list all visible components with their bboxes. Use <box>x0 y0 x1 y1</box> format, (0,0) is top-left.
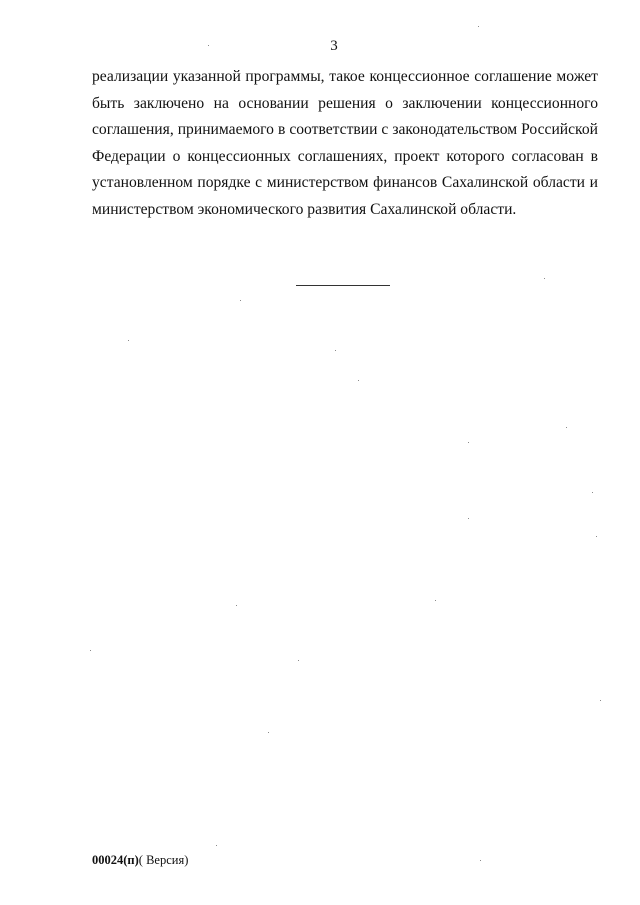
page-number: 3 <box>330 38 338 54</box>
paragraph-line: быть заключено на основании решения о заключении концессионного <box>92 94 598 112</box>
scan-speck <box>268 732 269 733</box>
scan-speck <box>596 536 597 537</box>
scan-speck <box>592 492 593 493</box>
paragraph-line: Федерации о концессионных соглашениях, проект которого согласован в <box>92 147 598 165</box>
scan-speck <box>128 340 129 341</box>
scan-speck <box>90 650 91 651</box>
paragraph-line: установленном порядке с министерством финансов Сахалинской области и <box>92 174 598 192</box>
scan-speck <box>358 380 359 381</box>
scan-speck <box>566 427 567 428</box>
scan-speck <box>600 700 601 701</box>
scan-speck <box>298 660 299 661</box>
section-divider <box>296 285 390 286</box>
scan-speck <box>544 278 545 279</box>
scan-speck <box>468 518 469 519</box>
document-version: ( Версия) <box>138 853 189 867</box>
body-paragraph <box>92 64 598 224</box>
document-code: 00024(п) <box>92 853 139 867</box>
scan-speck <box>480 860 481 861</box>
scan-speck <box>478 26 479 27</box>
scan-speck <box>236 605 237 606</box>
paragraph-line: министерством экономического развития Сахалинской области. <box>92 200 517 218</box>
scan-speck <box>208 45 209 46</box>
scan-speck <box>435 600 436 601</box>
scan-speck <box>335 350 336 351</box>
paragraph-line: реализации указанной программы, такое концессионное соглашение может <box>92 68 598 85</box>
scan-speck <box>240 300 241 301</box>
document-footer <box>92 853 188 868</box>
scan-speck <box>468 442 469 443</box>
paragraph-line: соглашения, принимаемого в соответствии с законодательством Российской <box>92 121 598 139</box>
scan-speck <box>216 845 217 846</box>
